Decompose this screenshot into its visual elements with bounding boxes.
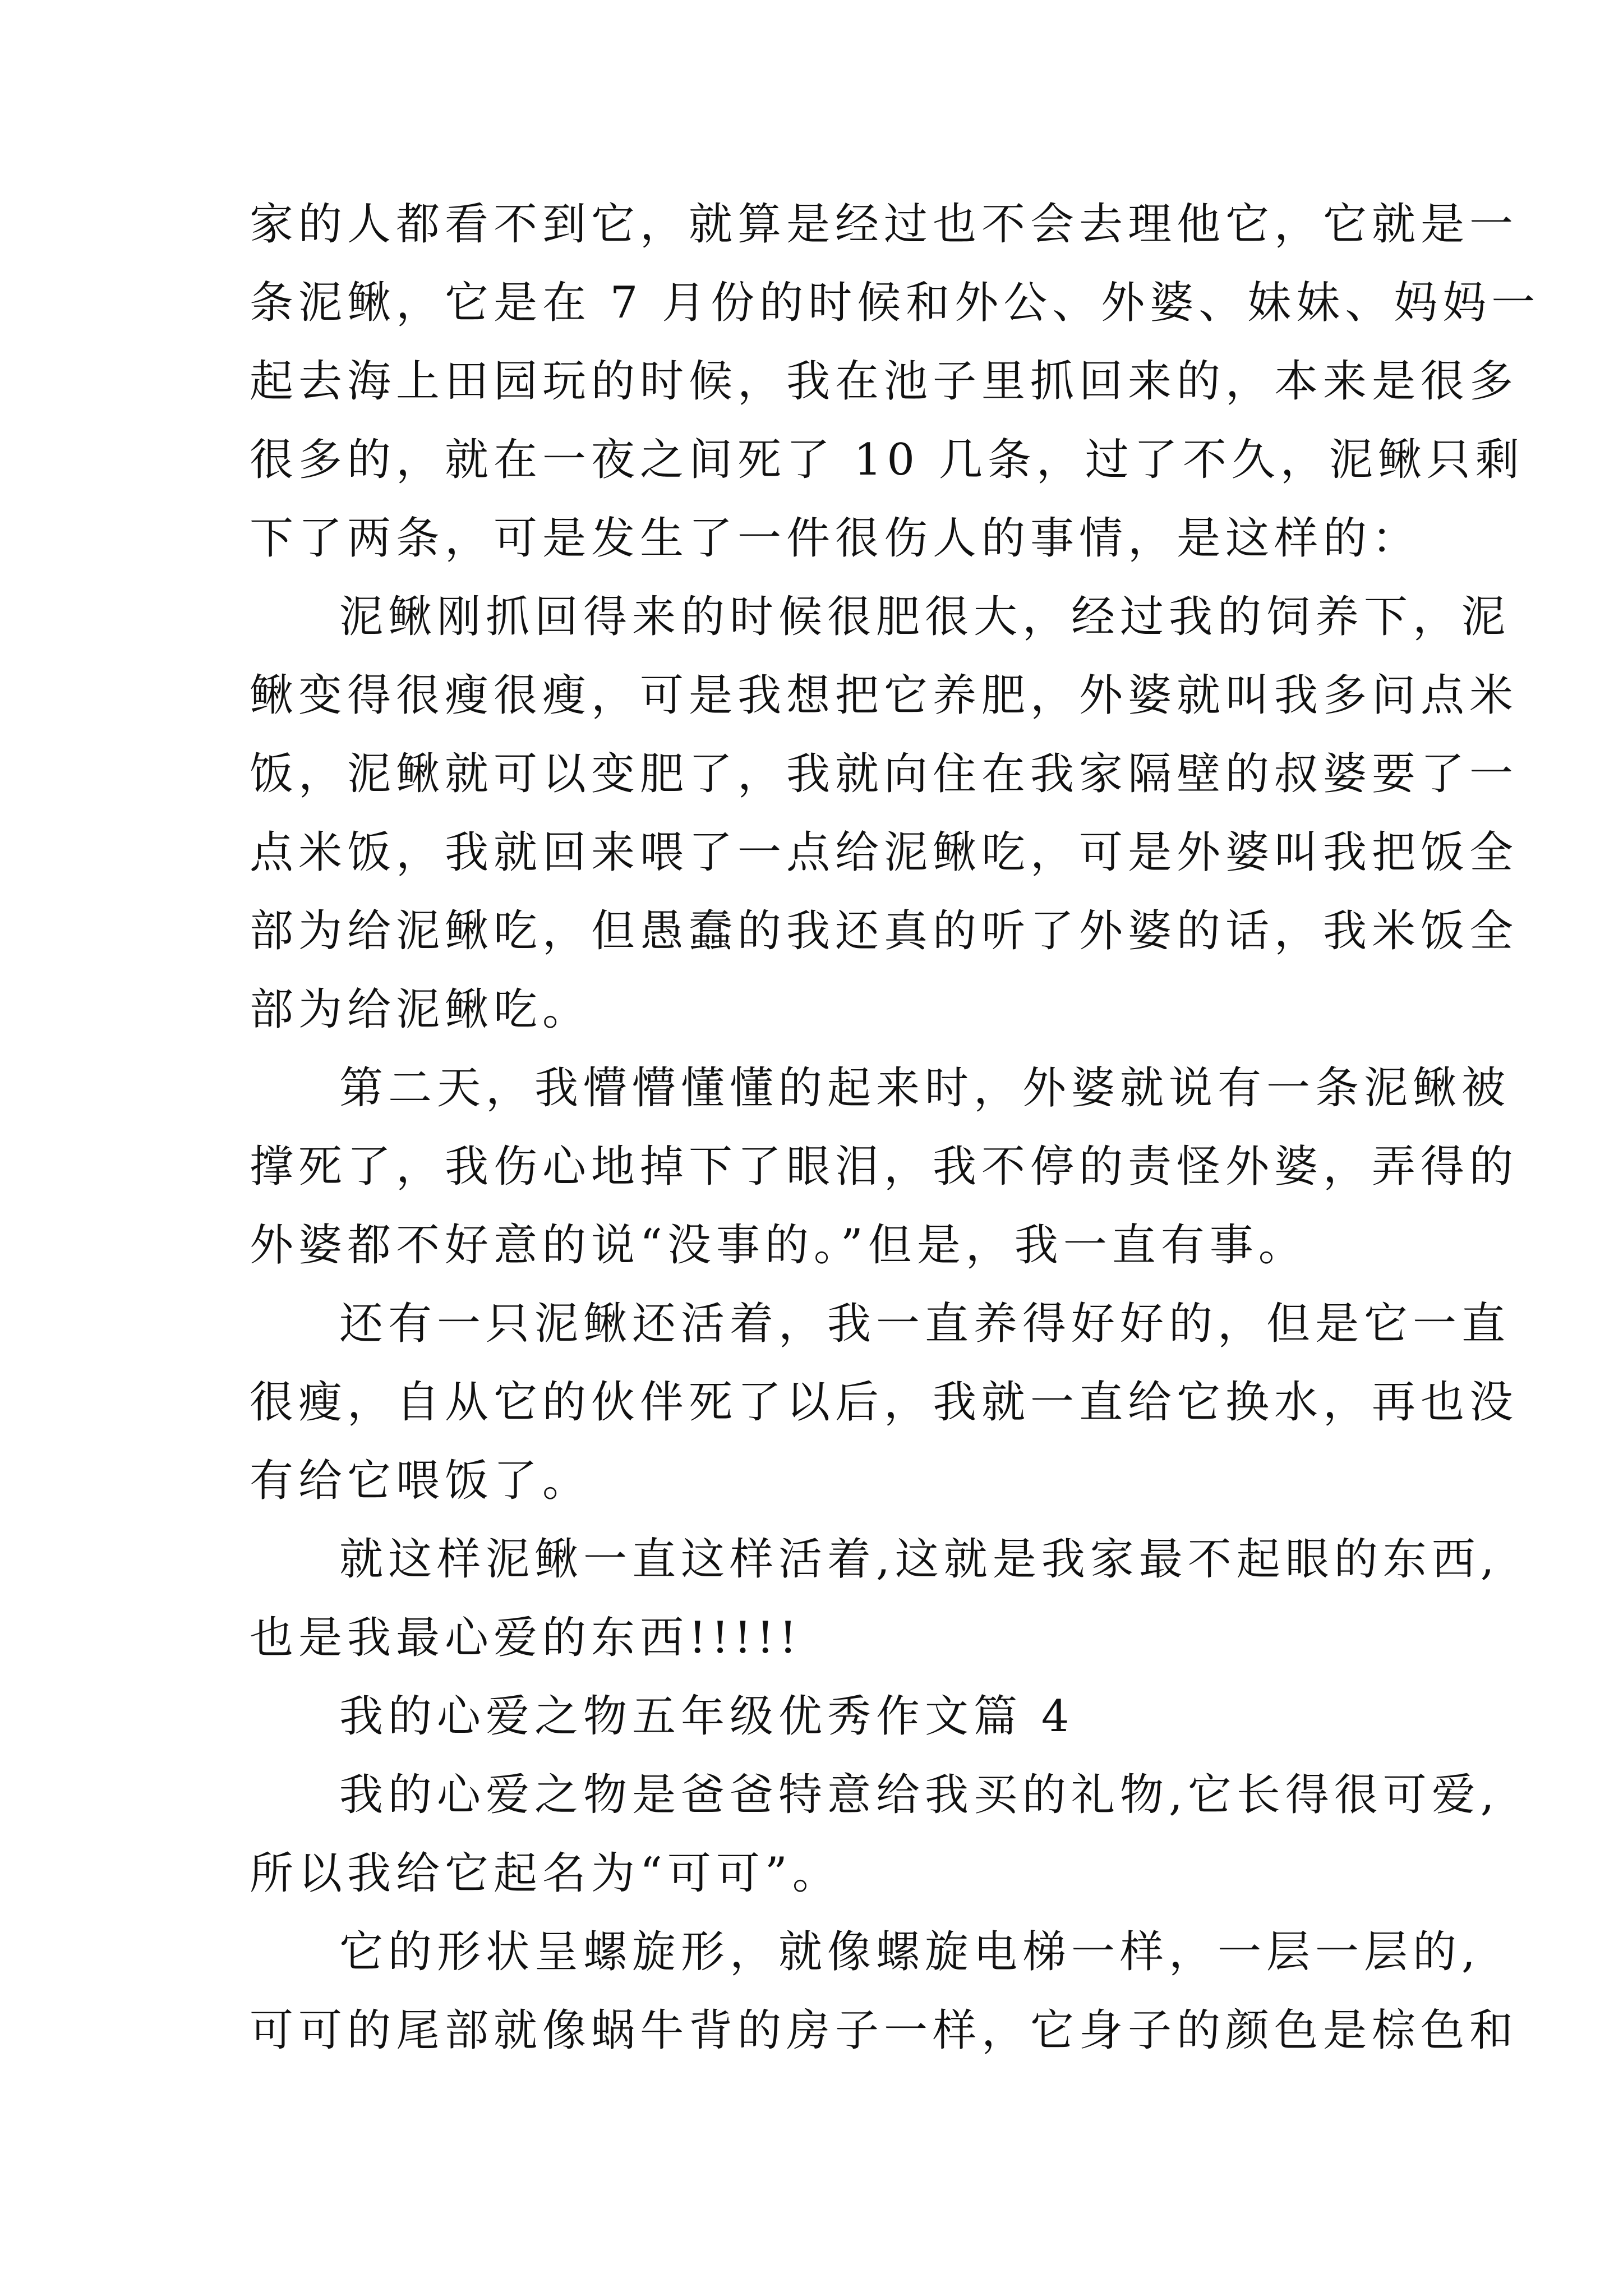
paragraph-first-line: 就这样泥鳅一直这样活着,这就是我家最不起眼的东西, (339, 1534, 1500, 1585)
paragraph-first-line: 我的心爱之物是爸爸特意给我买的礼物,它长得很可爱, (339, 1770, 1500, 1820)
text-line: 条泥鳅，它是在 7 月份的时候和外公、外婆、妹妹、妈妈一 (250, 278, 1541, 328)
paragraph-first-line: 第二天，我懵懵懂懂的起来时，外婆就说有一条泥鳅被 (339, 1063, 1511, 1114)
text-line: 很多的，就在一夜之间死了 10 几条，过了不久，泥鳅只剩 (250, 435, 1524, 485)
text-line: 也是我最心爱的东西!!!!! (250, 1613, 802, 1663)
text-line: 很瘦，自从它的伙伴死了以后，我就一直给它换水，再也没 (250, 1377, 1519, 1428)
paragraph-first-line: 它的形状呈螺旋形，就像螺旋电梯一样，一层一层的, (339, 1927, 1481, 1977)
text-line: 下了两条，可是发生了一件很伤人的事情，是这样的： (250, 513, 1421, 564)
text-line: 家的人都看不到它，就算是经过也不会去理他它，它就是一 (250, 199, 1519, 250)
text-line: 鳅变得很瘦很瘦，可是我想把它养肥，外婆就叫我多问点米 (250, 670, 1519, 721)
text-line: 部为给泥鳅吃。 (250, 984, 592, 1035)
text-line: 点米饭，我就回来喂了一点给泥鳅吃，可是外婆叫我把饭全 (250, 827, 1519, 878)
paragraph-first-line: 泥鳅刚抓回得来的时候很肥很大，经过我的饲养下，泥 (339, 592, 1511, 642)
section-heading: 我的心爱之物五年级优秀作文篇 4 (339, 1691, 1075, 1742)
text-line: 饭，泥鳅就可以变肥了，我就向住在我家隔壁的叔婆要了一 (250, 749, 1519, 799)
body-text (250, 185, 1541, 2070)
text-line: 有给它喂饭了。 (250, 1456, 592, 1506)
text-line: 部为给泥鳅吃，但愚蠢的我还真的听了外婆的话，我米饭全 (250, 906, 1519, 956)
text-line: 起去海上田园玩的时候，我在池子里抓回来的，本来是很多 (250, 356, 1519, 407)
text-line: 可可的尾部就像蜗牛背的房子一样，它身子的颜色是棕色和 (250, 2005, 1519, 2056)
text-line: 撑死了，我伤心地掉下了眼泪，我不停的责怪外婆，弄得的 (250, 1142, 1519, 1192)
paragraph-first-line: 还有一只泥鳅还活着，我一直养得好好的，但是它一直 (339, 1299, 1511, 1349)
text-line: 所以我给它起名为“可可”。 (250, 1848, 841, 1899)
text-line: 外婆都不好意的说“没事的。”但是，我一直有事。 (250, 1220, 1307, 1271)
